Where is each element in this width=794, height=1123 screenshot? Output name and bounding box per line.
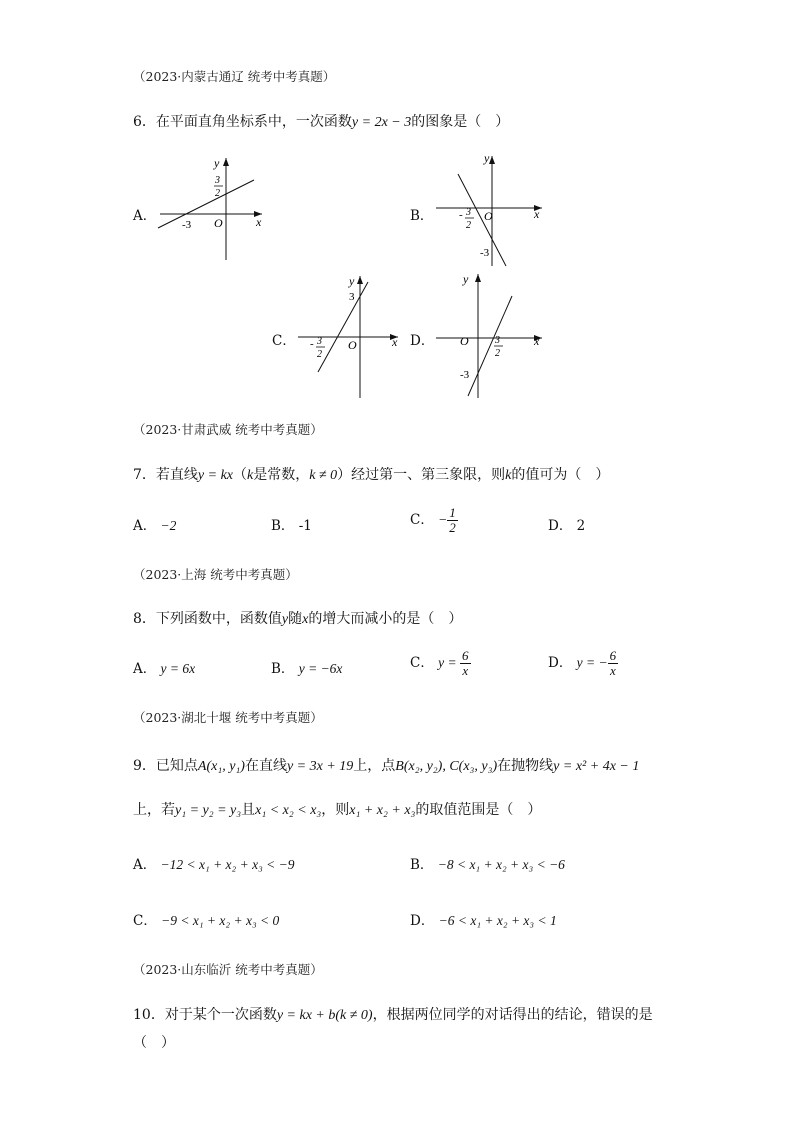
graph-b-x-int-den: 2 <box>466 220 471 231</box>
q10-stem-line1 <box>133 1004 653 1024</box>
graph-a-x-label: x <box>256 215 262 229</box>
graph-d-x-label: x <box>534 334 540 348</box>
q7-number: 7． <box>133 467 156 483</box>
q10-stem-2: ，根据两位同学的对话得出的结论，错误的是 <box>372 1007 653 1023</box>
graph-a-x-intercept: -3 <box>182 219 192 231</box>
q8-option-b[interactable] <box>271 657 342 677</box>
q7-stem-3: 是常数， <box>253 467 310 483</box>
q9-stem-1: 已知点 <box>155 758 198 774</box>
q8-option-d[interactable] <box>548 649 618 678</box>
q10-source: （2023·山东临沂 统考中考真题） <box>133 962 323 977</box>
q7-option-c-sign: − <box>438 512 448 527</box>
graph-d <box>430 268 550 400</box>
q8-option-c-num: 6 <box>462 648 469 663</box>
graph-a-letter: A． <box>133 208 157 224</box>
graph-a-y-int-num: 3 <box>215 175 220 186</box>
graph-b-origin: O <box>484 209 493 223</box>
q9-source: （2023·湖北十堰 统考中考真题） <box>133 710 323 725</box>
q8-option-c-letter: C． <box>410 655 434 671</box>
q10-stem-line2: （ ） <box>133 1035 175 1051</box>
q9-number: 9． <box>133 758 156 774</box>
q9-ineq: x₁ < x₂ < x₃ <box>255 803 322 818</box>
q7-option-a[interactable] <box>133 514 176 534</box>
q7-option-a-value: −2 <box>160 518 177 533</box>
q7-option-b-letter: B． <box>271 518 295 534</box>
graph-a-origin: O <box>214 216 223 230</box>
q9-stem-line2 <box>133 799 541 819</box>
graph-d-origin: O <box>460 334 469 348</box>
q8-source: （2023·上海 统考中考真题） <box>133 567 298 582</box>
q7-cond: k ≠ 0 <box>309 468 338 483</box>
q8-option-d-fraction <box>608 649 619 678</box>
q9-line2-3: ，则 <box>321 802 350 818</box>
q7-option-c[interactable] <box>410 506 458 535</box>
q6-number: 6． <box>133 114 156 130</box>
graph-c-x-int-den: 2 <box>317 349 322 360</box>
q7-option-b-value: -1 <box>298 518 312 534</box>
q8-option-d-num: 6 <box>609 648 617 663</box>
graph-d-y-label: y <box>463 272 469 286</box>
graph-d-letter: D． <box>410 333 435 349</box>
q6-source: （2023·内蒙古通辽 统考中考真题） <box>133 69 336 84</box>
q7-formula: y = kx <box>197 468 234 483</box>
q8-option-d-letter: D． <box>548 655 573 671</box>
q9-option-c-value: −9 < x₁ + x₂ + x₃ < 0 <box>161 913 280 928</box>
q8-stem-1: 下列函数中，函数值 <box>155 611 282 627</box>
q8-option-b-value: y = −6x <box>298 661 343 676</box>
graph-b-letter: B． <box>410 208 434 224</box>
graph-b-y-label: y <box>484 151 490 165</box>
q7-option-a-letter: A． <box>133 518 157 534</box>
q8-option-b-letter: B． <box>271 661 295 677</box>
q8-stem-3: 的增大而减小的是（ ） <box>308 611 463 627</box>
graph-a <box>150 152 270 264</box>
q6-stem-pre: 在平面直角坐标系中，一次函数 <box>155 114 352 130</box>
q9-option-c-letter: C． <box>133 913 157 929</box>
graph-c-x-int-neg: - <box>310 338 314 350</box>
graph-a-y-label: y <box>214 156 220 170</box>
q9-line2-2: 且 <box>241 802 256 818</box>
q7-option-c-fraction <box>447 506 458 535</box>
q8-stem-2: 随 <box>288 611 303 627</box>
q7-stem-1: 若直线 <box>155 467 198 483</box>
q9-line2-1: 上，若 <box>133 802 175 818</box>
graph-d-x-int-num: 3 <box>495 335 500 346</box>
graph-b-x-label: x <box>534 207 540 221</box>
graph-d-x-int-den: 2 <box>495 348 500 359</box>
graph-a-y-int-den: 2 <box>215 188 220 199</box>
q8-option-c[interactable] <box>410 649 471 678</box>
q9-points-bc: B(x₂, y₂), C(x₃, y₃) <box>395 759 498 774</box>
graph-c-y-label: y <box>349 274 355 288</box>
q9-option-a[interactable] <box>133 853 295 873</box>
q10-formula: y = kx + b(k ≠ 0) <box>276 1008 373 1023</box>
graph-b-y-intercept: -3 <box>480 247 490 259</box>
q6-stem-post: 的图象是（ ） <box>411 114 510 130</box>
q9-option-a-letter: A． <box>133 857 157 873</box>
q8-option-d-lhs: y = − <box>576 655 608 670</box>
graph-c-origin: O <box>348 338 357 352</box>
graph-c <box>292 270 404 400</box>
q8-option-d-den: x <box>609 663 616 678</box>
q7-option-d-letter: D． <box>548 518 573 534</box>
q7-source: （2023·甘肃武威 统考中考真题） <box>133 422 323 437</box>
graph-b-x-int-num: 3 <box>466 207 471 218</box>
q9-sum: x₁ + x₂ + x₃ <box>349 803 416 818</box>
q10-stem-1: 对于某个一次函数 <box>164 1007 277 1023</box>
q8-option-a[interactable] <box>133 657 195 677</box>
q9-option-d-value: −6 < x₁ + x₂ + x₃ < 1 <box>438 913 557 928</box>
q9-option-a-value: −12 < x₁ + x₂ + x₃ < −9 <box>160 857 295 872</box>
q8-number: 8． <box>133 611 156 627</box>
q8-x: x <box>302 612 309 627</box>
q9-option-b-value: −8 < x₁ + x₂ + x₃ < −6 <box>437 857 565 872</box>
q7-k1: k <box>247 468 254 483</box>
q8-option-c-den: x <box>462 663 469 678</box>
q9-stem-3: 上，点 <box>353 758 396 774</box>
q9-parabola: y = x² + 4x − 1 <box>553 759 640 774</box>
q9-option-c[interactable] <box>133 909 279 929</box>
q8-option-a-value: y = 6x <box>160 661 196 676</box>
q8-option-c-fraction <box>460 649 471 678</box>
q7-option-d-value: 2 <box>576 518 586 534</box>
graph-c-x-int-num: 3 <box>317 336 322 347</box>
q7-option-d[interactable] <box>548 514 585 534</box>
q9-option-b[interactable] <box>410 853 565 873</box>
q9-stem-2: 在直线 <box>244 758 287 774</box>
q7-option-b[interactable] <box>271 514 312 534</box>
graph-c-letter: C． <box>272 333 296 349</box>
q8-option-a-letter: A． <box>133 661 157 677</box>
graph-c-y-intercept: 3 <box>349 291 355 303</box>
q7-stem-4: ）经过第一、第三象限，则 <box>337 467 506 483</box>
q9-line2-4: 的取值范围是（ ） <box>415 802 542 818</box>
q9-stem-4: 在抛物线 <box>497 758 554 774</box>
q7-option-c-num: 1 <box>449 505 456 520</box>
q8-stem <box>133 608 462 628</box>
q9-option-d[interactable] <box>410 909 557 929</box>
graph-b-x-int-neg: - <box>459 209 463 221</box>
q7-stem-5: 的值可为（ ） <box>511 467 610 483</box>
q7-stem <box>133 464 609 484</box>
graph-c-x-label: x <box>392 335 398 349</box>
q8-option-c-lhs: y = <box>438 655 460 670</box>
graph-b <box>430 148 550 270</box>
q9-option-d-letter: D． <box>410 913 435 929</box>
q9-line: y = 3x + 19 <box>286 759 354 774</box>
q8-y: y <box>281 612 289 627</box>
q9-eq: y₁ = y₂ = y₃ <box>175 803 242 818</box>
q7-option-c-den: 2 <box>449 520 456 535</box>
q6-stem <box>133 111 509 131</box>
q10-number: 10． <box>133 1007 165 1023</box>
q9-stem-line1 <box>133 755 639 775</box>
q9-point-a: A(x₁, y₁) <box>197 759 245 774</box>
q7-stem-2: （ <box>233 467 248 483</box>
q7-k2: k <box>505 468 512 483</box>
q7-option-c-letter: C． <box>410 512 434 528</box>
q6-formula: y = 2x − 3 <box>351 115 412 130</box>
graph-d-y-intercept: -3 <box>460 369 470 381</box>
q9-option-b-letter: B． <box>410 857 434 873</box>
